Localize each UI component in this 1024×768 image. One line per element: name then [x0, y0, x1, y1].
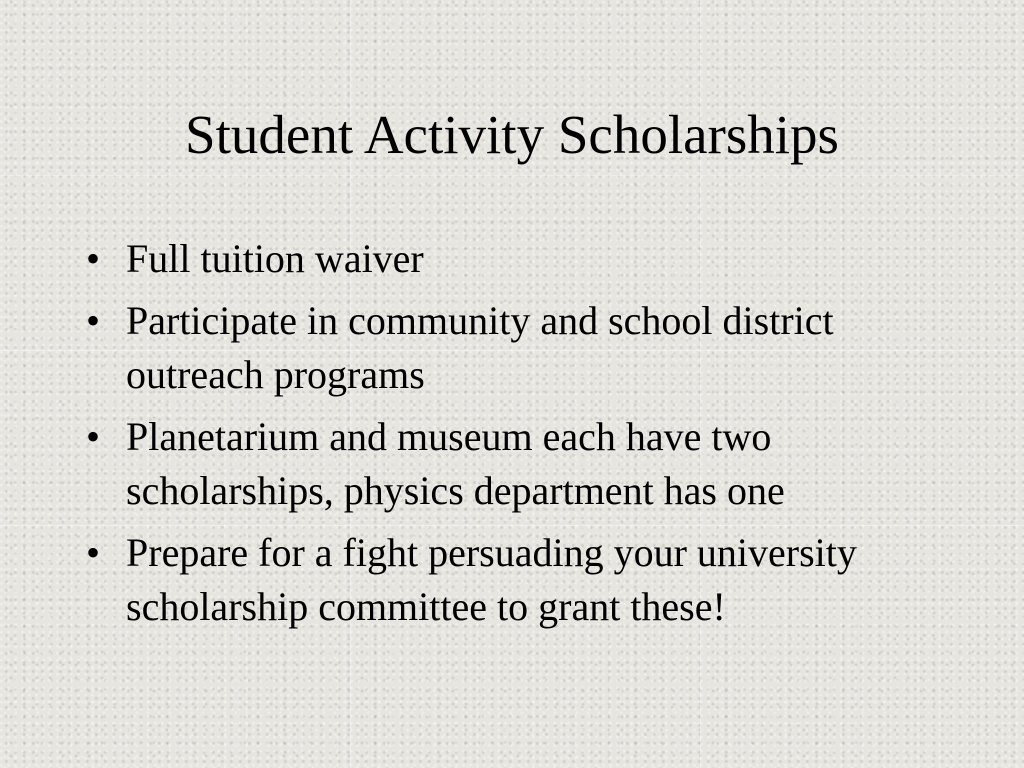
bullet-icon: • [86, 414, 101, 459]
bullet-icon: • [86, 236, 101, 281]
bullet-item [80, 410, 960, 518]
bullet-text: Full tuition waiver [126, 236, 424, 281]
bullet-icon: • [86, 298, 101, 343]
bullet-text: Participate in community and school district outreach programs [126, 298, 834, 397]
bullet-item [80, 294, 960, 402]
bullet-item [80, 526, 960, 634]
bullet-text: Planetarium and museum each have two scholarships, physics department has one [126, 414, 785, 513]
slide-title: Student Activity Scholarships [185, 104, 839, 165]
bullet-text: Prepare for a fight persuading your university scholarship committee to grant these! [126, 530, 857, 629]
bullet-item [80, 232, 960, 286]
background-tile-seam [0, 175, 1024, 176]
bullet-icon: • [86, 530, 101, 575]
bullet-list [80, 232, 960, 642]
